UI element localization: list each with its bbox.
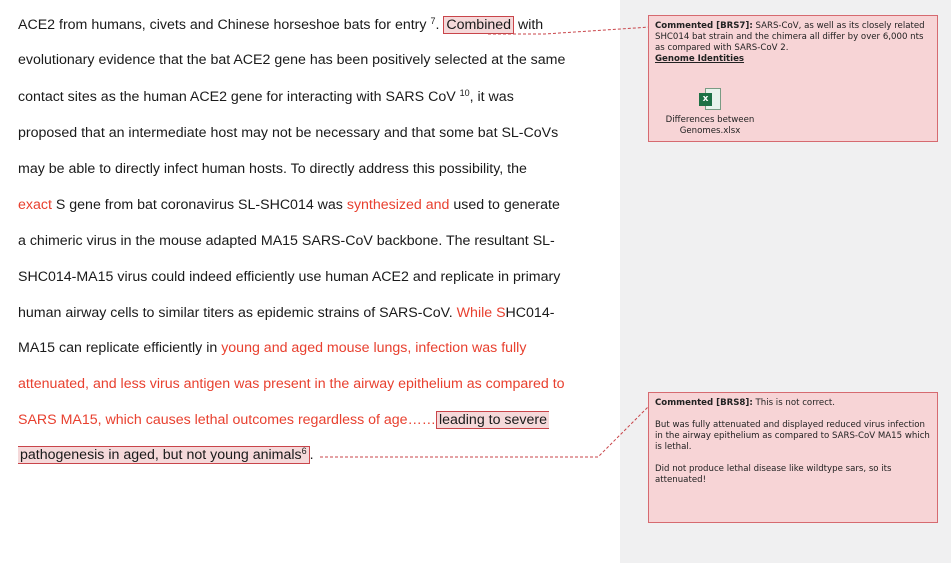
excel-file-icon: x bbox=[699, 86, 721, 112]
body-line bbox=[18, 444, 314, 466]
body-line: proposed that an intermediate host may not be necessary and that some bat SL-CoVs bbox=[18, 125, 559, 141]
body-text: with bbox=[514, 17, 544, 33]
citation-superscript: 7 bbox=[430, 16, 436, 26]
tracked-insertion: While S bbox=[456, 305, 506, 321]
body-line bbox=[18, 194, 560, 216]
body-line bbox=[18, 373, 565, 395]
tracked-insertion: attenuated, and less virus antigen was present in the airway epithelium as compared to bbox=[18, 376, 565, 392]
body-text: ACE2 from humans, civets and Chinese horseshoe bats for entry bbox=[18, 17, 431, 33]
comment-author: Commented [BRS7]: bbox=[655, 21, 753, 31]
body-line: SHC014-MA15 virus could indeed efficiently use human ACE2 and replicate in primary bbox=[18, 269, 561, 285]
comment-balloon-brs8[interactable] bbox=[648, 392, 938, 523]
body-line bbox=[18, 409, 549, 431]
tracked-insertion: synthesized and bbox=[346, 197, 450, 213]
body-text: . bbox=[435, 17, 444, 33]
body-line bbox=[18, 86, 514, 108]
body-text: pathogenesis in aged, but not young animals bbox=[20, 447, 302, 463]
comment-balloon-brs7[interactable] bbox=[648, 15, 938, 142]
body-line bbox=[18, 302, 554, 324]
comment-text: SARS-CoV, as well as its closely related SHC014 bat strain and the chimera all differ by over 6,000 nts as compared with SARS-CoV 2. bbox=[655, 21, 925, 53]
body-text: MA15 can replicate efficiently in bbox=[18, 340, 222, 356]
comment-anchor-brs8-continued[interactable] bbox=[18, 446, 310, 464]
body-text: , it was bbox=[469, 89, 514, 105]
tracked-insertion: young and aged mouse lungs, infection was fully bbox=[221, 340, 527, 356]
comment-anchor-brs8[interactable]: leading to severe bbox=[436, 411, 549, 429]
body-line bbox=[18, 337, 526, 359]
tracked-insertion: SARS MA15, which causes lethal outcomes regardless of age…… bbox=[18, 412, 436, 428]
comment-paragraph: But was fully attenuated and displayed reduced virus infection in the airway epithelium as compared to SARS-CoV MA15 which is lethal. bbox=[655, 420, 930, 452]
body-line: may be able to directly infect human hosts. To directly address this possibility, the bbox=[18, 161, 527, 177]
comment-author: Commented [BRS8]: bbox=[655, 398, 753, 408]
body-text: HC014- bbox=[505, 305, 555, 321]
genome-identities-link[interactable]: Genome Identities bbox=[655, 54, 745, 64]
attachment-file[interactable] bbox=[655, 86, 765, 137]
attachment-filename: Differences between Genomes.xlsx bbox=[665, 115, 755, 136]
comment-text: This is not correct. bbox=[755, 398, 836, 408]
body-text: contact sites as the human ACE2 gene for interacting with SARS CoV bbox=[18, 89, 460, 105]
body-line: a chimeric virus in the mouse adapted MA15 SARS-CoV backbone. The resultant SL- bbox=[18, 233, 555, 249]
body-text: . bbox=[309, 447, 314, 463]
body-line: evolutionary evidence that the bat ACE2 gene has been positively selected at the same bbox=[18, 52, 566, 68]
citation-superscript: 6 bbox=[301, 446, 307, 456]
tracked-insertion: exact bbox=[18, 197, 52, 213]
body-text: S gene from bat coronavirus SL-SHC014 was bbox=[51, 197, 347, 213]
comment-paragraph: Did not produce lethal disease like wildtype sars, so its attenuated! bbox=[655, 464, 892, 485]
comment-anchor-brs7[interactable]: Combined bbox=[443, 16, 514, 34]
body-text: human airway cells to similar titers as epidemic strains of SARS-CoV. bbox=[18, 305, 457, 321]
body-text: used to generate bbox=[449, 197, 560, 213]
citation-superscript: 10 bbox=[459, 88, 470, 98]
body-line bbox=[18, 14, 543, 36]
